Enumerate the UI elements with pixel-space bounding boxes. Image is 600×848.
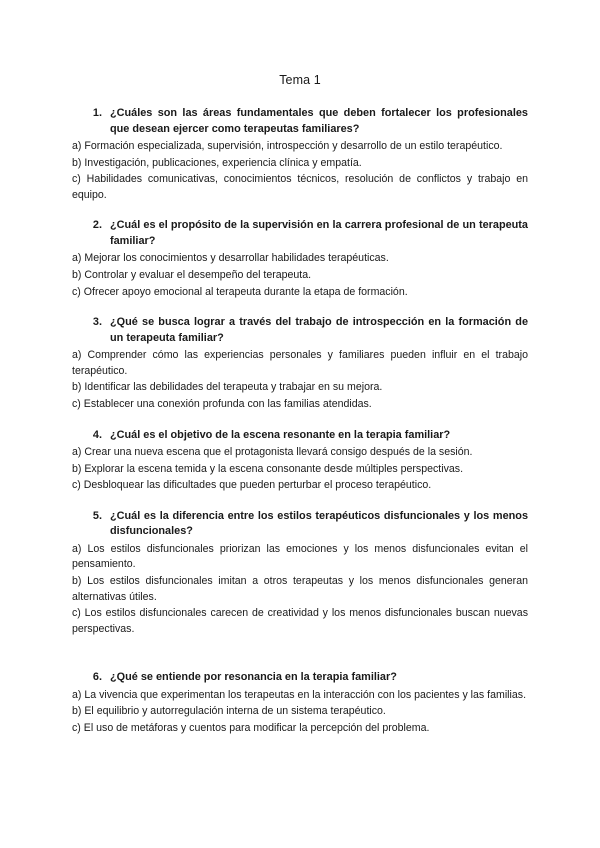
answer-option-a: a) Mejorar los conocimientos y desarrollar habilidades terapéuticas. — [72, 252, 389, 265]
question-5 — [72, 509, 528, 638]
question-text: ¿Qué se entiende por resonancia en la terapia familiar? — [110, 671, 397, 684]
answer-option-b: b) Identificar las debilidades del terapeuta y trabajar en su mejora. — [72, 381, 383, 394]
answer-option-b: b) Explorar la escena temida y la escena consonante desde múltiples perspectivas. — [72, 462, 464, 475]
question-6 — [72, 670, 528, 736]
answer-options — [72, 542, 528, 638]
question-heading — [72, 428, 528, 444]
question-text: ¿Cuáles son las áreas fundamentales que deben fortalecer los profesionales que desean ejercer como terapeutas familiares? — [110, 107, 528, 135]
question-list — [72, 106, 528, 738]
answer-option-a: a) Comprender cómo las experiencias personales y familiares pueden influir en el trabajo terapéutico. — [72, 349, 528, 377]
answer-option-b: b) El equilibrio y autorregulación interna de un sistema terapéutico. — [72, 705, 386, 718]
answer-options — [72, 688, 528, 737]
answer-option-a: a) Los estilos disfuncionales priorizan las emociones y los menos disfuncionales evitan el pensamiento. — [72, 542, 528, 571]
question-number: 2. — [92, 219, 102, 232]
question-heading — [72, 106, 528, 137]
answer-options — [72, 445, 528, 494]
question-number: 1. — [92, 107, 102, 119]
question-text: ¿Cuál es el propósito de la supervisión en la carrera profesional de un terapeuta familiar? — [110, 219, 528, 247]
question-number: 4. — [92, 428, 102, 441]
answer-option-c: c) Los estilos disfuncionales carecen de creatividad y los menos disfuncionales buscan nuevas perspectivas. — [72, 607, 528, 635]
answer-option-c: c) Habilidades comunicativas, conocimientos técnicos, resolución de conflictos y trabajo en equipo. — [72, 173, 528, 201]
question-number: 5. — [92, 509, 102, 522]
question-2 — [72, 218, 528, 300]
answer-options — [72, 348, 528, 412]
answer-option-b: b) Investigación, publicaciones, experiencia clínica y empatía. — [72, 156, 362, 169]
question-text: ¿Qué se busca lograr a través del trabajo de introspección en la formación de un terapeuta familiar? — [110, 316, 528, 344]
answer-option-b: b) Controlar y evaluar el desempeño del terapeuta. — [72, 268, 312, 281]
question-heading — [72, 670, 528, 686]
question-text: ¿Cuál es el objetivo de la escena resonante en la terapia familiar? — [110, 428, 451, 441]
answer-option-a: a) Crear una nueva escena que el protagonista llevará consigo después de la sesión. — [72, 446, 473, 459]
question-heading — [72, 315, 528, 346]
answer-options — [72, 251, 528, 300]
question-text: ¿Cuál es la diferencia entre los estilos terapéuticos disfuncionales y los menos disfuncionales? — [110, 509, 528, 538]
answer-option-c: c) Desbloquear las dificultades que pueden perturbar el proceso terapéutico. — [72, 479, 432, 492]
question-4 — [72, 428, 528, 494]
question-number: 6. — [92, 671, 102, 684]
answer-option-c: c) Establecer una conexión profunda con las familias atendidas. — [72, 397, 372, 410]
answer-option-a: a) La vivencia que experimentan los terapeutas en la interacción con los pacientes y las familias. — [72, 688, 527, 701]
question-1 — [72, 106, 528, 203]
answer-option-c: c) El uso de metáforas y cuentos para modificar la percepción del problema. — [72, 722, 430, 735]
answer-option-a: a) Formación especializada, supervisión, introspección y desarrollo de un estilo terapéutico. — [72, 140, 503, 152]
question-number: 3. — [92, 316, 102, 329]
answer-options — [72, 139, 528, 203]
answer-option-c: c) Ofrecer apoyo emocional al terapeuta durante la etapa de formación. — [72, 285, 408, 298]
question-heading — [72, 509, 528, 540]
question-heading — [72, 218, 528, 249]
question-3 — [72, 315, 528, 412]
answer-option-b: b) Los estilos disfuncionales imitan a otros terapeutas y los menos disfuncionales generan alternativas útiles. — [72, 575, 528, 603]
page-title: Tema 1 — [279, 73, 321, 87]
